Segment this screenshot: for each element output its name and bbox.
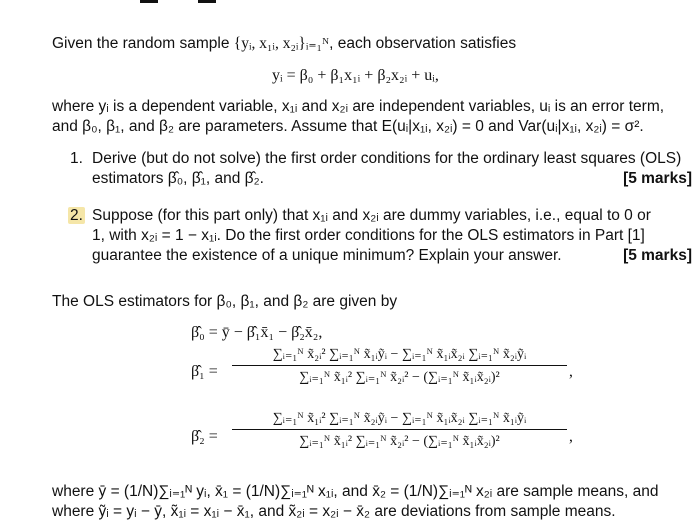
beta2-denominator: ∑ᵢ₌₁ᴺ x̃₁ᵢ² ∑ᵢ₌₁ᴺ x̃₂ᵢ² − (∑ᵢ₌₁ᴺ x̃₁ᵢx̃₂ᵢ)²: [299, 434, 500, 449]
beta1-lhs: β̂₁ =: [191, 363, 218, 380]
beta2-comma: ,: [569, 428, 573, 445]
sample-set: {yᵢ, x₁ᵢ, x₂ᵢ}ᵢ₌₁ᴺ: [233, 35, 330, 52]
question-2-line2: 1, with x₂ᵢ = 1 − x₁ᵢ. Do the first order conditions for the OLS estimators in Part [1]: [92, 227, 645, 244]
beta1-denominator: ∑ᵢ₌₁ᴺ x̃₁ᵢ² ∑ᵢ₌₁ᴺ x̃₂ᵢ² − (∑ᵢ₌₁ᴺ x̃₁ᵢx̃₂ᵢ)²: [299, 370, 500, 385]
beta2-lhs: β̂₂ =: [191, 428, 218, 445]
footer-line1: where ȳ = (1/N)∑ᵢ₌₁ᴺ yᵢ, x̄₁ = (1/N)∑ᵢ₌₁ᴺ x₁ᵢ, and x̄₂ = (1/N)∑ᵢ₌₁ᴺ x₂ᵢ are sample means, and: [52, 483, 659, 500]
model-equation: yᵢ = β₀ + β₁x₁ᵢ + β₂x₂ᵢ + uᵢ,: [272, 67, 439, 84]
question-2-line3: guarantee the existence of a unique minimum? Explain your answer.: [92, 247, 562, 264]
question-1-number: 1.: [70, 150, 83, 167]
intro-line2: where yᵢ is a dependent variable, x₁ᵢ and x₂ᵢ are independent variables, uᵢ is an error term,: [52, 98, 665, 115]
intro-line3: and β₀, β₁, and β₂ are parameters. Assume that E(uᵢ|x₁ᵢ, x₂ᵢ) = 0 and Var(uᵢ|x₁ᵢ, x₂ᵢ) = σ².: [52, 118, 644, 135]
estimators-heading: The OLS estimators for β₀, β₁, and β₂ are given by: [52, 293, 398, 310]
question-1-line2: estimators β̂₀, β̂₁, and β̂₂.: [92, 170, 264, 187]
beta1-numerator: ∑ᵢ₌₁ᴺ x̃₂ᵢ² ∑ᵢ₌₁ᴺ x̃₁ᵢỹᵢ − ∑ᵢ₌₁ᴺ x̃₁ᵢx̃₂ᵢ ∑ᵢ₌₁ᴺ x̃₂ᵢỹᵢ: [232, 346, 567, 366]
beta1-comma: ,: [569, 363, 573, 380]
question-2-number-highlight: 2.: [70, 207, 83, 224]
question-2-number: [68, 206, 85, 226]
cropped-mark-right: [198, 0, 216, 3]
beta0-equation: β̂₀ = ȳ − β̂₁x̄₁ − β̂₂x̄₂,: [191, 324, 323, 341]
beta2-numerator: ∑ᵢ₌₁ᴺ x̃₁ᵢ² ∑ᵢ₌₁ᴺ x̃₂ᵢỹᵢ − ∑ᵢ₌₁ᴺ x̃₁ᵢx̃₂ᵢ ∑ᵢ₌₁ᴺ x̃₁ᵢỹᵢ: [232, 410, 567, 430]
footer-line2: where ỹᵢ = yᵢ − ȳ, x̃₁ᵢ = x₁ᵢ − x̄₁, and x̃₂ᵢ = x₂ᵢ − x̄₂ are deviations from sample means.: [52, 503, 616, 520]
intro-line1: Given the random sample {yᵢ, x₁ᵢ, x₂ᵢ}ᵢ₌₁ᴺ, each observation satisfies: [52, 35, 517, 52]
beta2-fraction: [232, 410, 567, 450]
question-2-line1: Suppose (for this part only) that x₁ᵢ and x₂ᵢ are dummy variables, i.e., equal to 0 or: [92, 207, 651, 224]
question-1-marks: [5 marks]: [623, 170, 692, 187]
question-1-line1: Derive (but do not solve) the first order conditions for the ordinary least squares (OLS): [92, 150, 682, 167]
cropped-mark-left: [140, 0, 158, 3]
beta1-fraction: [232, 346, 567, 386]
question-2-marks: [5 marks]: [623, 247, 692, 264]
